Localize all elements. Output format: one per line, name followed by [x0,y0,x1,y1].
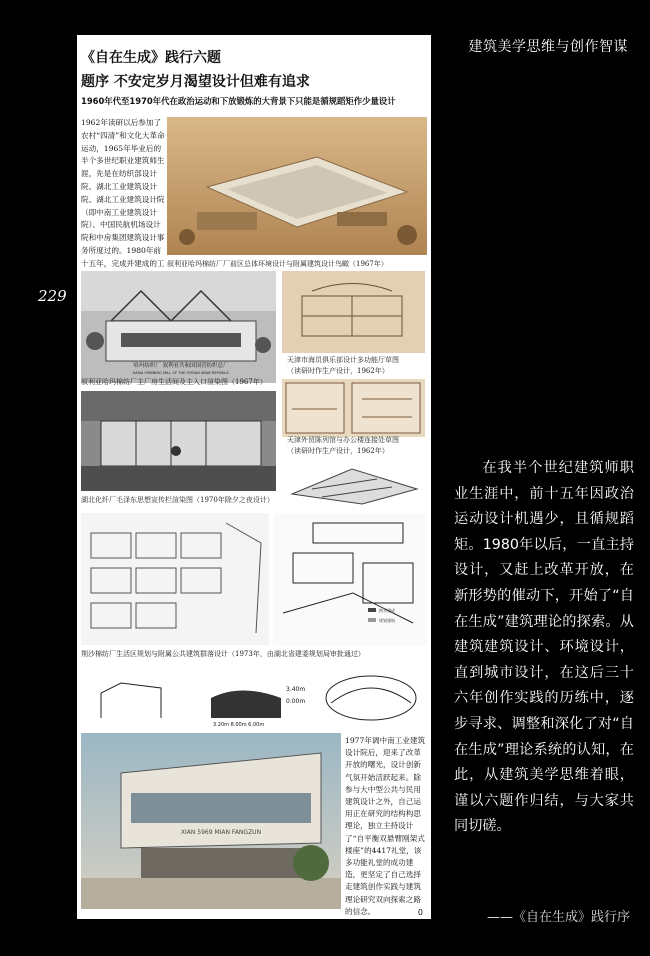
caption-propaganda: 湖北化纤厂毛泽东思想宣传栏渲染图（1970年除夕之夜设计） [81,496,274,504]
perspective-sketch [282,459,425,509]
trade-hall-sketch [282,379,425,437]
caption-seamen-club-line1: 天津市海员俱乐部设计多功能厅草图 [287,356,399,364]
factory-sign-text-en: HAMA SPINNING MILL OF THE SYRIAN ARAB REPUBLIC [132,371,230,375]
page-number: 229 [38,287,67,305]
legend-1-text: 购买建成 [379,608,395,613]
sheet-title: 《自在生成》践行六题 [81,50,221,66]
dim-bottom-text: 3.20m 8.00m 6.00m [213,722,265,728]
intro-paragraph: 1962年读研以后参加了农村“四清”和文化大革命运动，1965年毕业后的半个多世纪职业建筑师生涯，先是在纺织部设计院、湖北工业建筑设计院、湖北工业建筑设计院（即中南工业建筑设计院）、中国民航机场设计院和中房集团建筑设计事务所度过的。1980年前十五年，完成并建成的工 [81,118,165,268]
factory-sign-text: 哈玛纺织厂 叙利亚共和国国营纺织总厂 [133,363,229,369]
dim-mid-text: 0.00m [286,698,306,705]
legend-2-text: 规划建筑 [379,618,395,623]
sheet-footer-mark: 0 [417,908,423,917]
caption-trade-hall-line2: （读研时作生产设计，1962年） [287,447,389,455]
caption-entrance: 叙利亚哈玛棉纺厂主厂房生活间及主入口渲染图（1967年） [81,378,267,386]
caption-trade-hall [287,435,427,457]
site-plan-image [81,513,269,645]
building-sign-text: XIAN 5969 MIAN FANGZUN [180,829,262,836]
propaganda-board-image [81,391,276,491]
caption-site-plan: 荆沙棉纺厂生活区规划与附属公共建筑群落设计（1973年，由湖北省建委规划局审批通过） [81,650,365,658]
caption-aerial: 叙利亚哈玛棉纺厂厂前区总体环境设计与附属建筑设计鸟瞰（1967年） [167,260,388,268]
aerial-rendering-image [167,117,427,255]
auditorium-paragraph: 1977年调中南工业建筑设计院后，迎来了改革开放的曙光，设计创新气氛开始活跃起来。除参与大中型公共与民用建筑设计之外，自己运用正在研究的结构构思理论，独立主持设计了“自平衡双悬臂刚架式楼座”的4417礼堂，该多功能礼堂的成功建造，更坚定了自己选择走建筑创作实践与建筑理论研究双向探索之路的信念。 [345,736,426,916]
illustration-sheet [77,35,431,919]
caption-seamen-club [287,355,427,377]
auditorium-rendering-image [81,733,341,909]
factory-entrance-image [81,271,276,383]
section-drawings-image [81,663,427,729]
seamen-club-sketch [282,271,425,353]
building-layout-image [273,513,427,645]
caption-seamen-club-line2: （读研时作生产设计，1962年） [287,367,389,375]
dim-top-text: 3.40m [286,686,306,693]
body-paragraph: 在我半个世纪建筑师职业生涯中，前十五年因政治运动设计机遇少，且循规蹈矩。1980年以后，一直主持设计，又赶上改革开放，在新形势的催动下，开始了“自在生成”建筑理论的探索。从建筑建筑设计、环境设计，直到城市设计，在这后三十六年创作实践的历练中，逐步寻求、调整和深化了对“自在生成”理论系统的认知，在此，从建筑美学思维着眼，谨以六题作归结，与大家共同切磋。 [454,460,634,835]
caption-trade-hall-line1: 天津外贸陈列馆与办公楼连接处草图 [287,436,399,444]
book-title: 建筑美学思维与创作智谋 [468,39,628,55]
sheet-subtitle: 1960年代至1970年代在政治运动和下放锻炼的大背景下只能是循规蹈矩作少量设计 [81,96,396,106]
quote-source: ——《自在生成》践行序 [486,910,630,925]
sheet-heading: 题序 不安定岁月渴望设计但难有追求 [81,74,310,90]
